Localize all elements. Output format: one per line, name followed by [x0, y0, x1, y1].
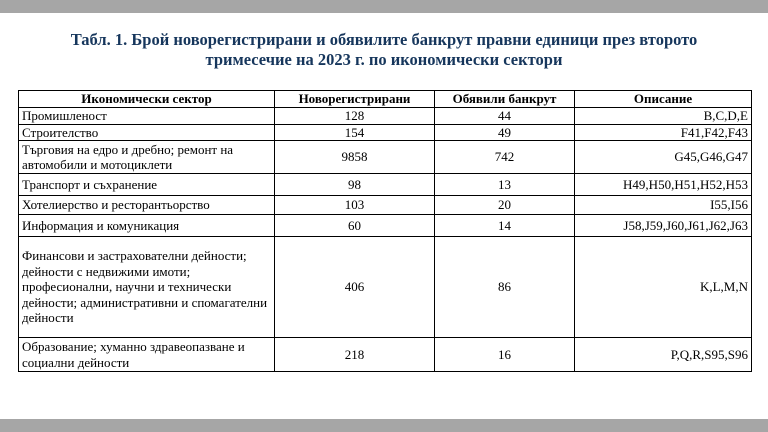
table-row	[19, 338, 752, 372]
new-count-cell: 406	[275, 237, 435, 338]
table-row	[19, 124, 752, 141]
table-row	[19, 215, 752, 237]
bankrupt-count-cell: 742	[435, 141, 575, 174]
description-cell: H49,H50,H51,H52,H53	[575, 174, 752, 196]
new-count-cell: 218	[275, 338, 435, 372]
sector-cell: Образование; хуманно здравеопазване и социални дейности	[19, 338, 275, 372]
header-description: Описание	[575, 91, 752, 108]
new-count-cell: 128	[275, 108, 435, 125]
bankrupt-count-cell: 14	[435, 215, 575, 237]
table-row	[19, 141, 752, 174]
table-row	[19, 174, 752, 196]
header-sector: Икономически сектор	[19, 91, 275, 108]
table-row	[19, 237, 752, 338]
new-count-cell: 103	[275, 196, 435, 215]
table-row	[19, 196, 752, 215]
sector-cell: Търговия на едро и дребно; ремонт на автомобили и мотоциклети	[19, 141, 275, 174]
bankrupt-count-cell: 13	[435, 174, 575, 196]
description-cell: I55,I56	[575, 196, 752, 215]
bottom-bar	[0, 419, 768, 432]
new-count-cell: 154	[275, 124, 435, 141]
header-new: Новорегистрирани	[275, 91, 435, 108]
bankrupt-count-cell: 49	[435, 124, 575, 141]
bankrupt-count-cell: 20	[435, 196, 575, 215]
sector-cell: Хотелиерство и ресторантьорство	[19, 196, 275, 215]
bankrupt-count-cell: 44	[435, 108, 575, 125]
header-bankrupt: Обявили банкрут	[435, 91, 575, 108]
bankrupt-count-cell: 86	[435, 237, 575, 338]
bankrupt-count-cell: 16	[435, 338, 575, 372]
sector-cell: Строителство	[19, 124, 275, 141]
title-line-2: тримесечие на 2023 г. по икономически сектори	[205, 50, 563, 69]
description-cell: F41,F42,F43	[575, 124, 752, 141]
description-cell: K,L,M,N	[575, 237, 752, 338]
title-line-1: Табл. 1. Брой новорегистрирани и обявилите банкрут правни единици през второто	[70, 30, 698, 49]
new-count-cell: 60	[275, 215, 435, 237]
description-cell: G45,G46,G47	[575, 141, 752, 174]
description-cell: J58,J59,J60,J61,J62,J63	[575, 215, 752, 237]
header-row	[19, 91, 752, 108]
new-count-cell: 98	[275, 174, 435, 196]
sector-cell: Информация и комуникация	[19, 215, 275, 237]
sector-table	[18, 90, 752, 372]
new-count-cell: 9858	[275, 141, 435, 174]
top-bar	[0, 0, 768, 13]
sector-cell: Промишленост	[19, 108, 275, 125]
sector-cell: Транспорт и съхранение	[19, 174, 275, 196]
table-title	[0, 30, 768, 70]
sector-cell: Финансови и застрахователни дейности; дейности с недвижими имоти; професионални, научни и технически дейности; административни и спомагателни дейности	[19, 237, 275, 338]
description-cell: P,Q,R,S95,S96	[575, 338, 752, 372]
table-row	[19, 108, 752, 125]
description-cell: B,C,D,E	[575, 108, 752, 125]
